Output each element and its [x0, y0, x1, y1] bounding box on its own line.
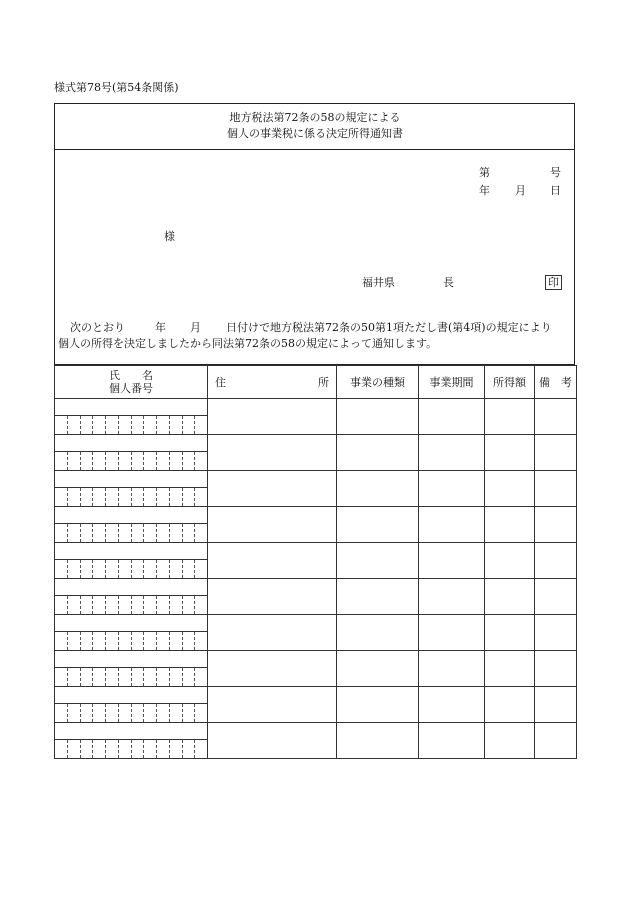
table-row — [55, 435, 577, 452]
digit-box[interactable] — [183, 452, 196, 470]
digit-box[interactable] — [183, 704, 196, 722]
digit-box[interactable] — [55, 488, 68, 506]
digit-box[interactable] — [183, 740, 196, 758]
digit-box[interactable] — [170, 524, 183, 542]
date-month: 月 — [515, 184, 526, 197]
body-text-line-2: 個人の所得を決定しましたから同法第72条の58の規定によって通知します。 — [58, 337, 438, 350]
header-business-type: 事業の種類 — [337, 366, 419, 399]
digit-box[interactable] — [170, 596, 183, 614]
name-field[interactable] — [55, 543, 208, 560]
digit-box[interactable] — [55, 740, 68, 758]
address-field[interactable] — [208, 399, 337, 435]
digit-box[interactable] — [81, 488, 94, 506]
digit-box[interactable] — [106, 740, 119, 758]
digit-box[interactable] — [55, 452, 68, 470]
table-row — [55, 507, 577, 524]
income-field[interactable] — [485, 435, 535, 471]
remarks-field[interactable] — [535, 399, 577, 435]
address-field[interactable] — [208, 435, 337, 471]
digit-box[interactable] — [157, 668, 170, 686]
business-period-field[interactable] — [419, 471, 485, 507]
digit-box[interactable] — [195, 632, 207, 650]
digit-box[interactable] — [106, 596, 119, 614]
digit-box[interactable] — [106, 524, 119, 542]
digit-box[interactable] — [93, 632, 106, 650]
title-line-1: 地方税法第72条の58の規定による — [229, 111, 401, 124]
business-period-field[interactable] — [419, 543, 485, 579]
business-period-field[interactable] — [419, 579, 485, 615]
table-row — [55, 543, 577, 560]
digit-box[interactable] — [55, 524, 68, 542]
digit-box[interactable] — [195, 704, 207, 722]
issuer-prefecture: 福井県 — [362, 276, 395, 289]
digit-box[interactable] — [119, 488, 132, 506]
digit-box[interactable] — [144, 452, 157, 470]
name-field[interactable] — [55, 579, 208, 596]
business-period-field[interactable] — [419, 651, 485, 687]
income-field[interactable] — [485, 543, 535, 579]
digit-box[interactable] — [195, 668, 207, 686]
body-text-rest: 日付けで地方税法第72条の50第1項ただし書(第4項)の規定により — [226, 321, 552, 334]
digit-box[interactable] — [170, 668, 183, 686]
digit-box[interactable] — [132, 524, 145, 542]
income-field[interactable] — [485, 579, 535, 615]
digit-box[interactable] — [183, 668, 196, 686]
digit-box[interactable] — [55, 596, 68, 614]
individual-number-field[interactable] — [55, 524, 208, 543]
digit-box[interactable] — [119, 560, 132, 578]
digit-box[interactable] — [81, 740, 94, 758]
header-individual-number: 個人番号 — [109, 382, 153, 395]
digit-box[interactable] — [157, 560, 170, 578]
digit-box[interactable] — [157, 416, 170, 434]
digit-box[interactable] — [195, 740, 207, 758]
digit-box[interactable] — [81, 416, 94, 434]
digit-box[interactable] — [68, 524, 81, 542]
body-year: 年 — [155, 321, 166, 334]
name-field[interactable] — [55, 471, 208, 488]
digit-box[interactable] — [195, 596, 207, 614]
digit-box[interactable] — [157, 452, 170, 470]
digit-box[interactable] — [68, 632, 81, 650]
name-field[interactable] — [55, 651, 208, 668]
business-type-field[interactable] — [337, 687, 419, 723]
digit-box[interactable] — [106, 488, 119, 506]
income-field[interactable] — [485, 615, 535, 651]
remarks-field[interactable] — [535, 615, 577, 651]
digit-box[interactable] — [132, 560, 145, 578]
digit-box[interactable] — [157, 632, 170, 650]
business-period-field[interactable] — [419, 723, 485, 759]
digit-box[interactable] — [132, 740, 145, 758]
individual-number-field[interactable] — [55, 560, 208, 579]
address-field[interactable] — [208, 651, 337, 687]
digit-box[interactable] — [106, 560, 119, 578]
income-field[interactable] — [485, 687, 535, 723]
digit-box[interactable] — [132, 416, 145, 434]
digit-box[interactable] — [81, 524, 94, 542]
header-address-left: 住 — [215, 376, 226, 389]
digit-box[interactable] — [144, 560, 157, 578]
digit-box[interactable] — [81, 560, 94, 578]
business-period-field[interactable] — [419, 507, 485, 543]
digit-box[interactable] — [132, 668, 145, 686]
header-remarks: 備 考 — [535, 366, 577, 399]
digit-box[interactable] — [183, 488, 196, 506]
digit-box[interactable] — [195, 560, 207, 578]
digit-box[interactable] — [68, 416, 81, 434]
digit-box[interactable] — [144, 632, 157, 650]
digit-box[interactable] — [157, 740, 170, 758]
digit-box[interactable] — [106, 704, 119, 722]
digit-box[interactable] — [55, 632, 68, 650]
table-row — [55, 723, 577, 740]
digit-box[interactable] — [119, 596, 132, 614]
digit-box[interactable] — [68, 560, 81, 578]
business-type-field[interactable] — [337, 399, 419, 435]
income-field[interactable] — [485, 651, 535, 687]
address-field[interactable] — [208, 507, 337, 543]
digit-box[interactable] — [55, 560, 68, 578]
title-divider — [54, 149, 575, 150]
digit-box[interactable] — [93, 416, 106, 434]
header-address — [208, 366, 337, 399]
digit-box[interactable] — [68, 740, 81, 758]
digit-box[interactable] — [119, 740, 132, 758]
individual-number-field[interactable] — [55, 488, 208, 507]
address-field[interactable] — [208, 687, 337, 723]
table-row — [55, 399, 577, 416]
digit-box[interactable] — [170, 560, 183, 578]
digit-box[interactable] — [144, 416, 157, 434]
digit-box[interactable] — [119, 632, 132, 650]
digit-box[interactable] — [144, 524, 157, 542]
body-text-start: 次のとおり — [70, 321, 125, 334]
business-type-field[interactable] — [337, 651, 419, 687]
name-field[interactable] — [55, 687, 208, 704]
digit-box[interactable] — [93, 596, 106, 614]
business-period-field[interactable] — [419, 687, 485, 723]
header-name-number — [55, 366, 208, 399]
individual-number-field[interactable] — [55, 740, 208, 759]
digit-box[interactable] — [55, 704, 68, 722]
digit-box[interactable] — [55, 416, 68, 434]
remarks-field[interactable] — [535, 651, 577, 687]
remarks-field[interactable] — [535, 579, 577, 615]
income-table — [54, 365, 577, 759]
ref-go: 号 — [550, 166, 561, 179]
ref-dai: 第 — [479, 166, 490, 179]
digit-box[interactable] — [93, 704, 106, 722]
digit-box[interactable] — [93, 740, 106, 758]
individual-number-field[interactable] — [55, 596, 208, 615]
digit-box[interactable] — [183, 416, 196, 434]
digit-box[interactable] — [183, 596, 196, 614]
address-field[interactable] — [208, 471, 337, 507]
digit-box[interactable] — [170, 416, 183, 434]
business-type-field[interactable] — [337, 543, 419, 579]
remarks-field[interactable] — [535, 687, 577, 723]
business-type-field[interactable] — [337, 507, 419, 543]
remarks-field[interactable] — [535, 543, 577, 579]
address-field[interactable] — [208, 615, 337, 651]
digit-box[interactable] — [195, 488, 207, 506]
digit-box[interactable] — [144, 704, 157, 722]
table-row — [55, 615, 577, 632]
digit-box[interactable] — [68, 704, 81, 722]
digit-box[interactable] — [144, 488, 157, 506]
business-type-field[interactable] — [337, 579, 419, 615]
body-month: 月 — [190, 321, 201, 334]
digit-box[interactable] — [132, 704, 145, 722]
individual-number-field[interactable] — [55, 668, 208, 687]
digit-box[interactable] — [68, 488, 81, 506]
date-day: 日 — [550, 184, 561, 197]
form-number: 様式第78号(第54条関係) — [54, 81, 179, 94]
digit-box[interactable] — [195, 524, 207, 542]
digit-box[interactable] — [170, 632, 183, 650]
name-field[interactable] — [55, 615, 208, 632]
business-type-field[interactable] — [337, 471, 419, 507]
name-field[interactable] — [55, 723, 208, 740]
seal-mark: 印 — [545, 275, 562, 290]
digit-box[interactable] — [144, 668, 157, 686]
income-field[interactable] — [485, 507, 535, 543]
title-line-2: 個人の事業税に係る決定所得通知書 — [227, 127, 403, 140]
digit-box[interactable] — [183, 632, 196, 650]
digit-box[interactable] — [106, 668, 119, 686]
digit-box[interactable] — [132, 596, 145, 614]
address-field[interactable] — [208, 579, 337, 615]
digit-box[interactable] — [68, 668, 81, 686]
digit-box[interactable] — [93, 668, 106, 686]
digit-box[interactable] — [68, 452, 81, 470]
digit-box[interactable] — [93, 488, 106, 506]
digit-box[interactable] — [119, 416, 132, 434]
digit-box[interactable] — [170, 704, 183, 722]
digit-box[interactable] — [68, 596, 81, 614]
name-field[interactable] — [55, 399, 208, 416]
digit-box[interactable] — [81, 596, 94, 614]
income-field[interactable] — [485, 471, 535, 507]
digit-box[interactable] — [93, 560, 106, 578]
business-type-field[interactable] — [337, 615, 419, 651]
digit-box[interactable] — [119, 704, 132, 722]
date-year: 年 — [479, 184, 490, 197]
table-row — [55, 471, 577, 488]
digit-box[interactable] — [106, 452, 119, 470]
address-field[interactable] — [208, 543, 337, 579]
individual-number-field[interactable] — [55, 704, 208, 723]
business-type-field[interactable] — [337, 435, 419, 471]
name-field[interactable] — [55, 435, 208, 452]
digit-box[interactable] — [170, 740, 183, 758]
digit-box[interactable] — [93, 452, 106, 470]
digit-box[interactable] — [195, 452, 207, 470]
digit-box[interactable] — [195, 416, 207, 434]
digit-box[interactable] — [81, 632, 94, 650]
remarks-field[interactable] — [535, 435, 577, 471]
digit-box[interactable] — [183, 560, 196, 578]
business-type-field[interactable] — [337, 723, 419, 759]
remarks-field[interactable] — [535, 507, 577, 543]
issuer-title: 長 — [443, 276, 454, 289]
digit-box[interactable] — [144, 596, 157, 614]
digit-box[interactable] — [157, 488, 170, 506]
remarks-field[interactable] — [535, 723, 577, 759]
individual-number-field[interactable] — [55, 632, 208, 651]
digit-box[interactable] — [132, 488, 145, 506]
digit-box[interactable] — [170, 488, 183, 506]
digit-box[interactable] — [144, 740, 157, 758]
header-income: 所得額 — [485, 366, 535, 399]
individual-number-field[interactable] — [55, 416, 208, 435]
income-field[interactable] — [485, 723, 535, 759]
digit-box[interactable] — [106, 416, 119, 434]
income-field[interactable] — [485, 399, 535, 435]
header-name: 氏 名 — [109, 369, 153, 382]
digit-box[interactable] — [157, 524, 170, 542]
table-row — [55, 579, 577, 596]
digit-box[interactable] — [132, 632, 145, 650]
digit-box[interactable] — [132, 452, 145, 470]
digit-box[interactable] — [55, 668, 68, 686]
digit-box[interactable] — [81, 704, 94, 722]
addressee-suffix: 様 — [164, 230, 175, 243]
business-period-field[interactable] — [419, 435, 485, 471]
digit-box[interactable] — [183, 524, 196, 542]
digit-box[interactable] — [119, 452, 132, 470]
digit-box[interactable] — [119, 668, 132, 686]
digit-box[interactable] — [170, 452, 183, 470]
digit-box[interactable] — [106, 632, 119, 650]
digit-box[interactable] — [119, 524, 132, 542]
name-field[interactable] — [55, 507, 208, 524]
remarks-field[interactable] — [535, 471, 577, 507]
digit-box[interactable] — [81, 452, 94, 470]
business-period-field[interactable] — [419, 615, 485, 651]
table-row — [55, 687, 577, 704]
digit-box[interactable] — [157, 596, 170, 614]
individual-number-field[interactable] — [55, 452, 208, 471]
address-field[interactable] — [208, 723, 337, 759]
header-business-period: 事業期間 — [419, 366, 485, 399]
table-row — [55, 651, 577, 668]
digit-box[interactable] — [157, 704, 170, 722]
business-period-field[interactable] — [419, 399, 485, 435]
digit-box[interactable] — [93, 524, 106, 542]
header-address-right: 所 — [318, 376, 329, 389]
digit-box[interactable] — [81, 668, 94, 686]
